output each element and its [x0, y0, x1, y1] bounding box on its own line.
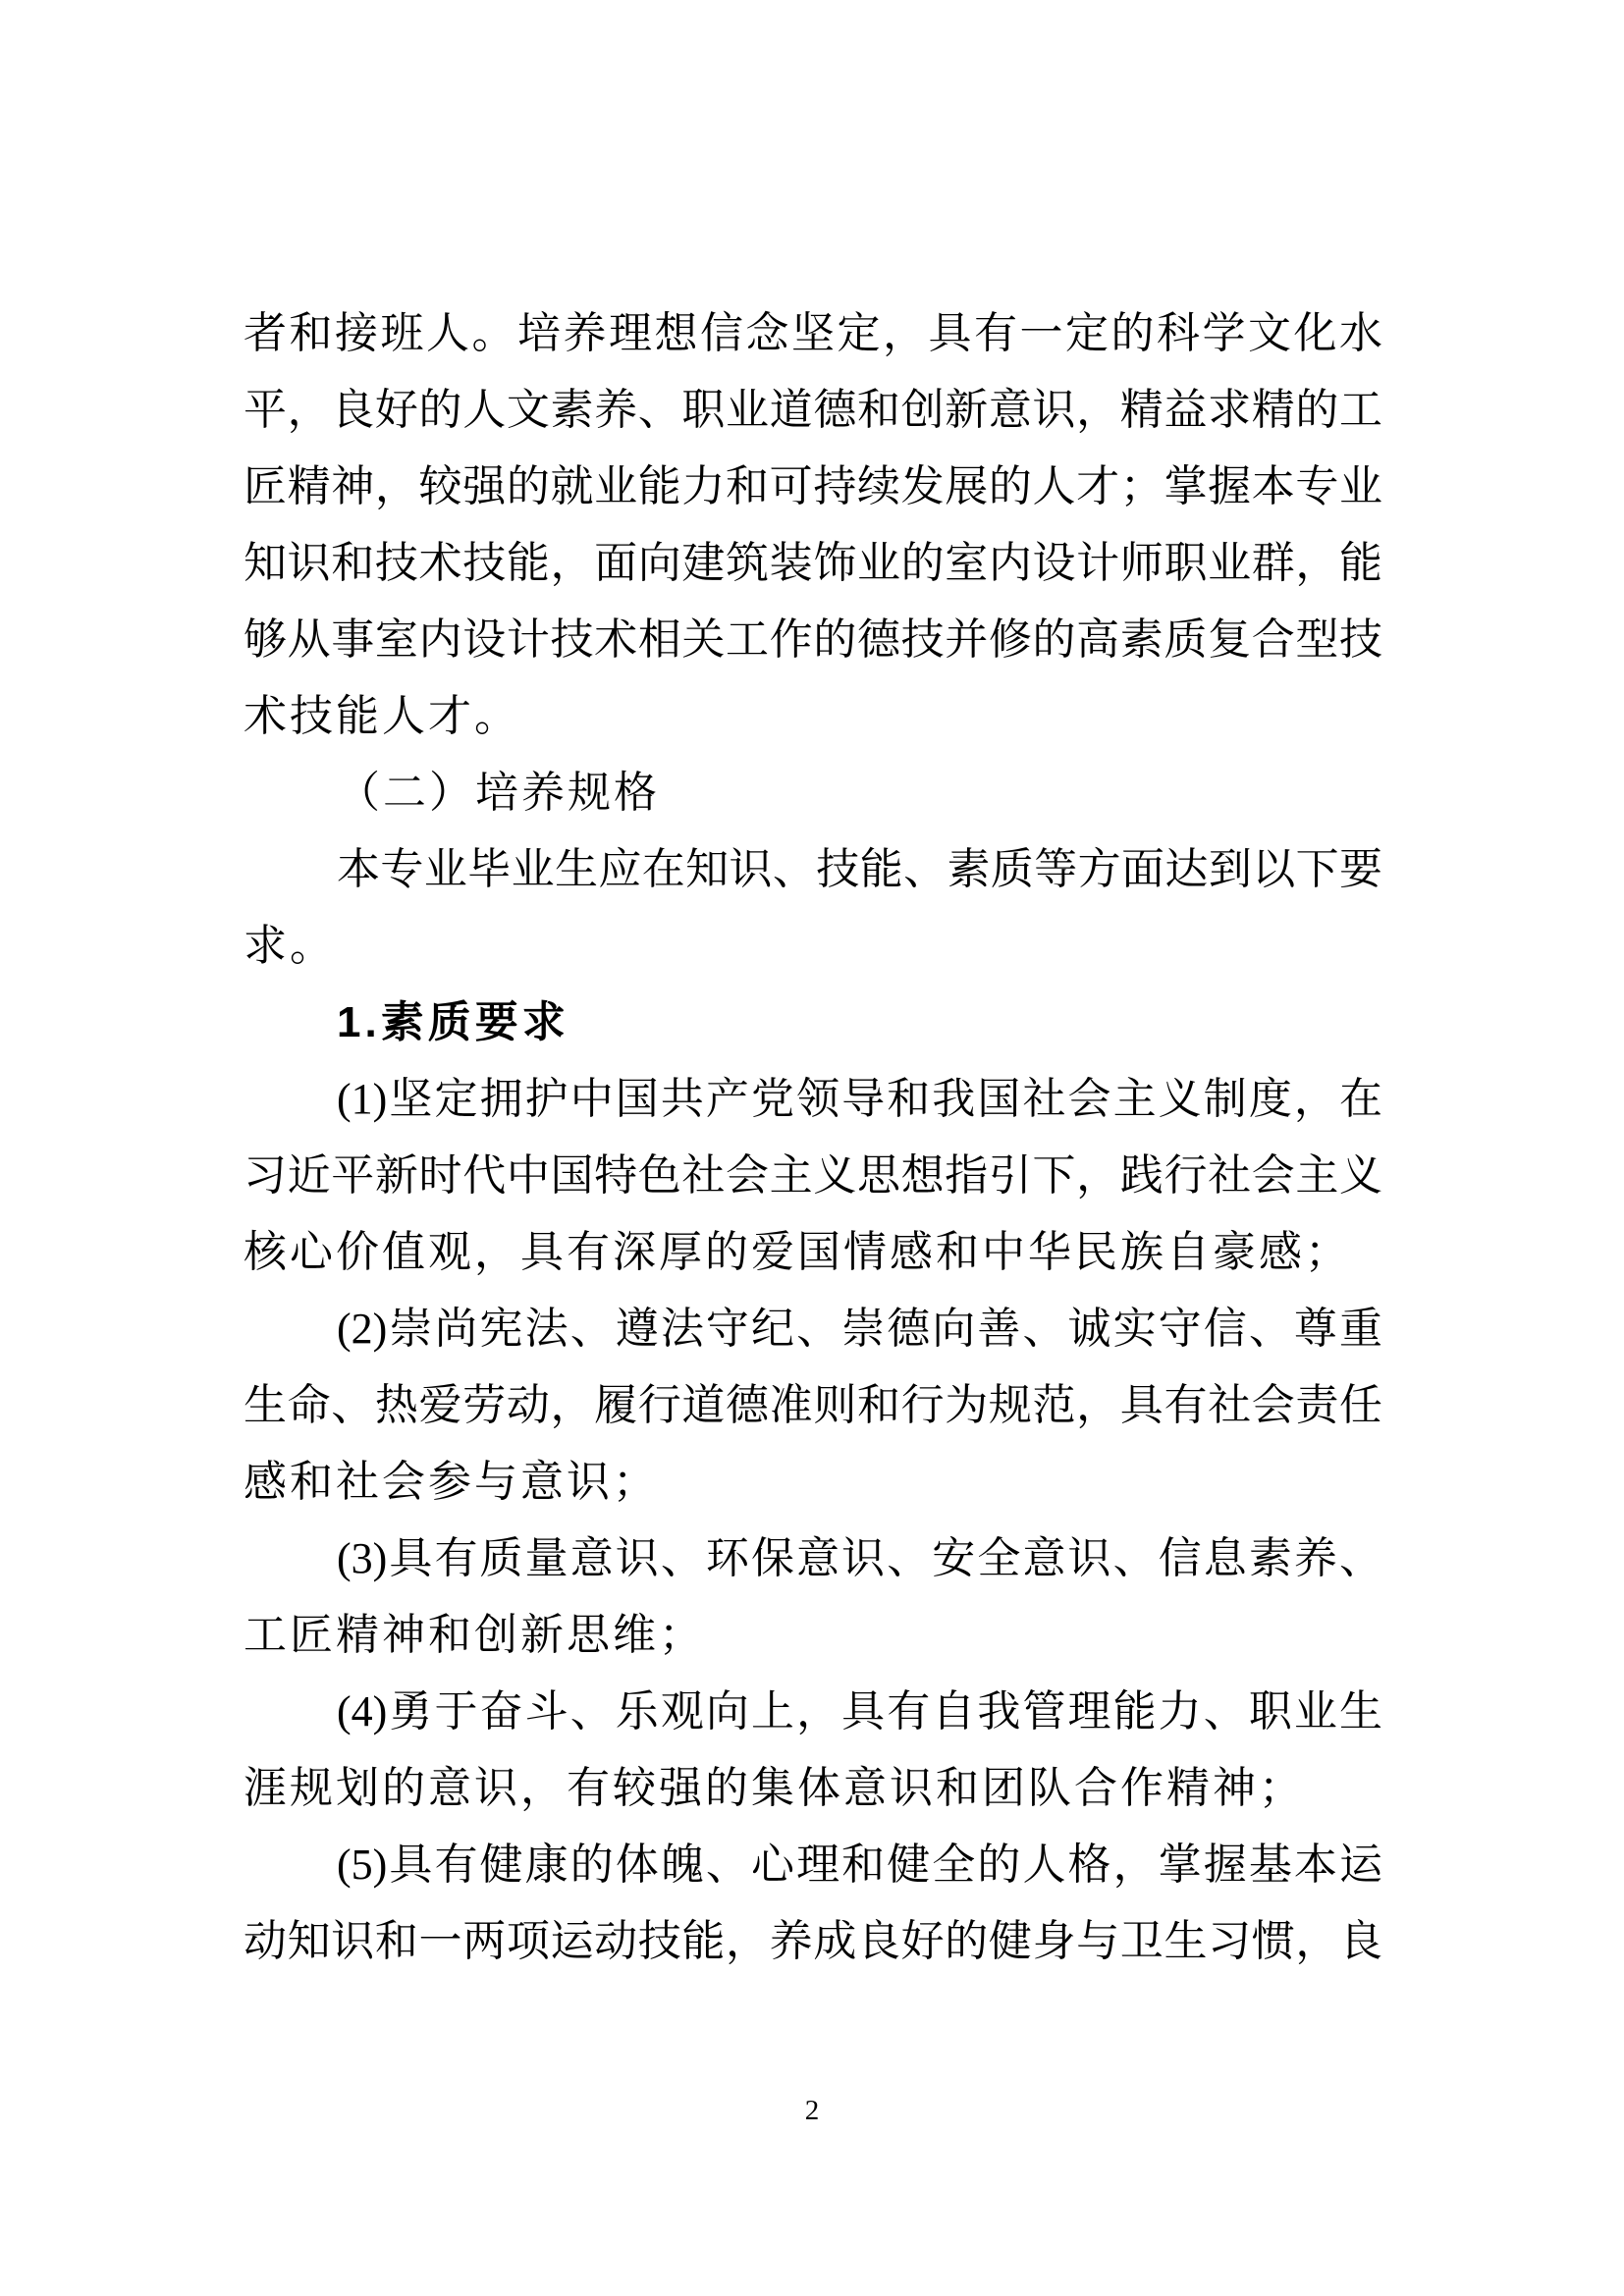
text-line: 核心价值观，具有深厚的爱国情感和中华民族自豪感； — [244, 1228, 1351, 1276]
text-line: 匠精神，较强的就业能力和可持续发展的人才；掌握本专业 — [244, 462, 1382, 510]
text-line: (2)崇尚宪法、遵法守纪、崇德向善、诚实守信、尊重 — [337, 1305, 1382, 1353]
text-line: 习近平新时代中国特色社会主义思想指引下，践行社会主义 — [244, 1151, 1382, 1200]
text-line: 感和社会参与意识； — [244, 1458, 659, 1506]
text-line: 工匠精神和创新思维； — [244, 1611, 705, 1659]
numbered-heading: 1.素质要求 — [337, 998, 569, 1046]
text-line: 本专业毕业生应在知识、技能、素质等方面达到以下要 — [337, 845, 1382, 893]
text-line: 术技能人才。 — [244, 692, 520, 740]
text-line: (1)坚定拥护中国共产党领导和我国社会主义制度，在 — [337, 1075, 1382, 1123]
text-line: 求。 — [244, 922, 336, 970]
text-line: 生命、热爱劳动，履行道德准则和行为规范，具有社会责任 — [244, 1381, 1382, 1429]
text-line: (4)勇于奋斗、乐观向上，具有自我管理能力、职业生 — [337, 1687, 1382, 1735]
text-line: 平，良好的人文素养、职业道德和创新意识，精益求精的工 — [244, 386, 1382, 434]
text-line: 动知识和一两项运动技能，养成良好的健身与卫生习惯，良 — [244, 1917, 1382, 1965]
text-line: (3)具有质量意识、环保意识、安全意识、信息素养、 — [337, 1534, 1382, 1582]
text-line: 够从事室内设计技术相关工作的德技并修的高素质复合型技 — [244, 615, 1382, 664]
text-line: (5)具有健康的体魄、心理和健全的人格，掌握基本运 — [337, 1841, 1382, 1889]
section-heading: （二）培养规格 — [337, 769, 660, 817]
text-line: 者和接班人。培养理想信念坚定，具有一定的科学文化水 — [244, 309, 1382, 357]
page-number: 2 — [804, 2095, 820, 2126]
text-line: 涯规划的意识，有较强的集体意识和团队合作精神； — [244, 1764, 1305, 1812]
text-line: 知识和技术技能，面向建筑装饰业的室内设计师职业群，能 — [244, 539, 1382, 587]
document-body — [244, 295, 1382, 1980]
